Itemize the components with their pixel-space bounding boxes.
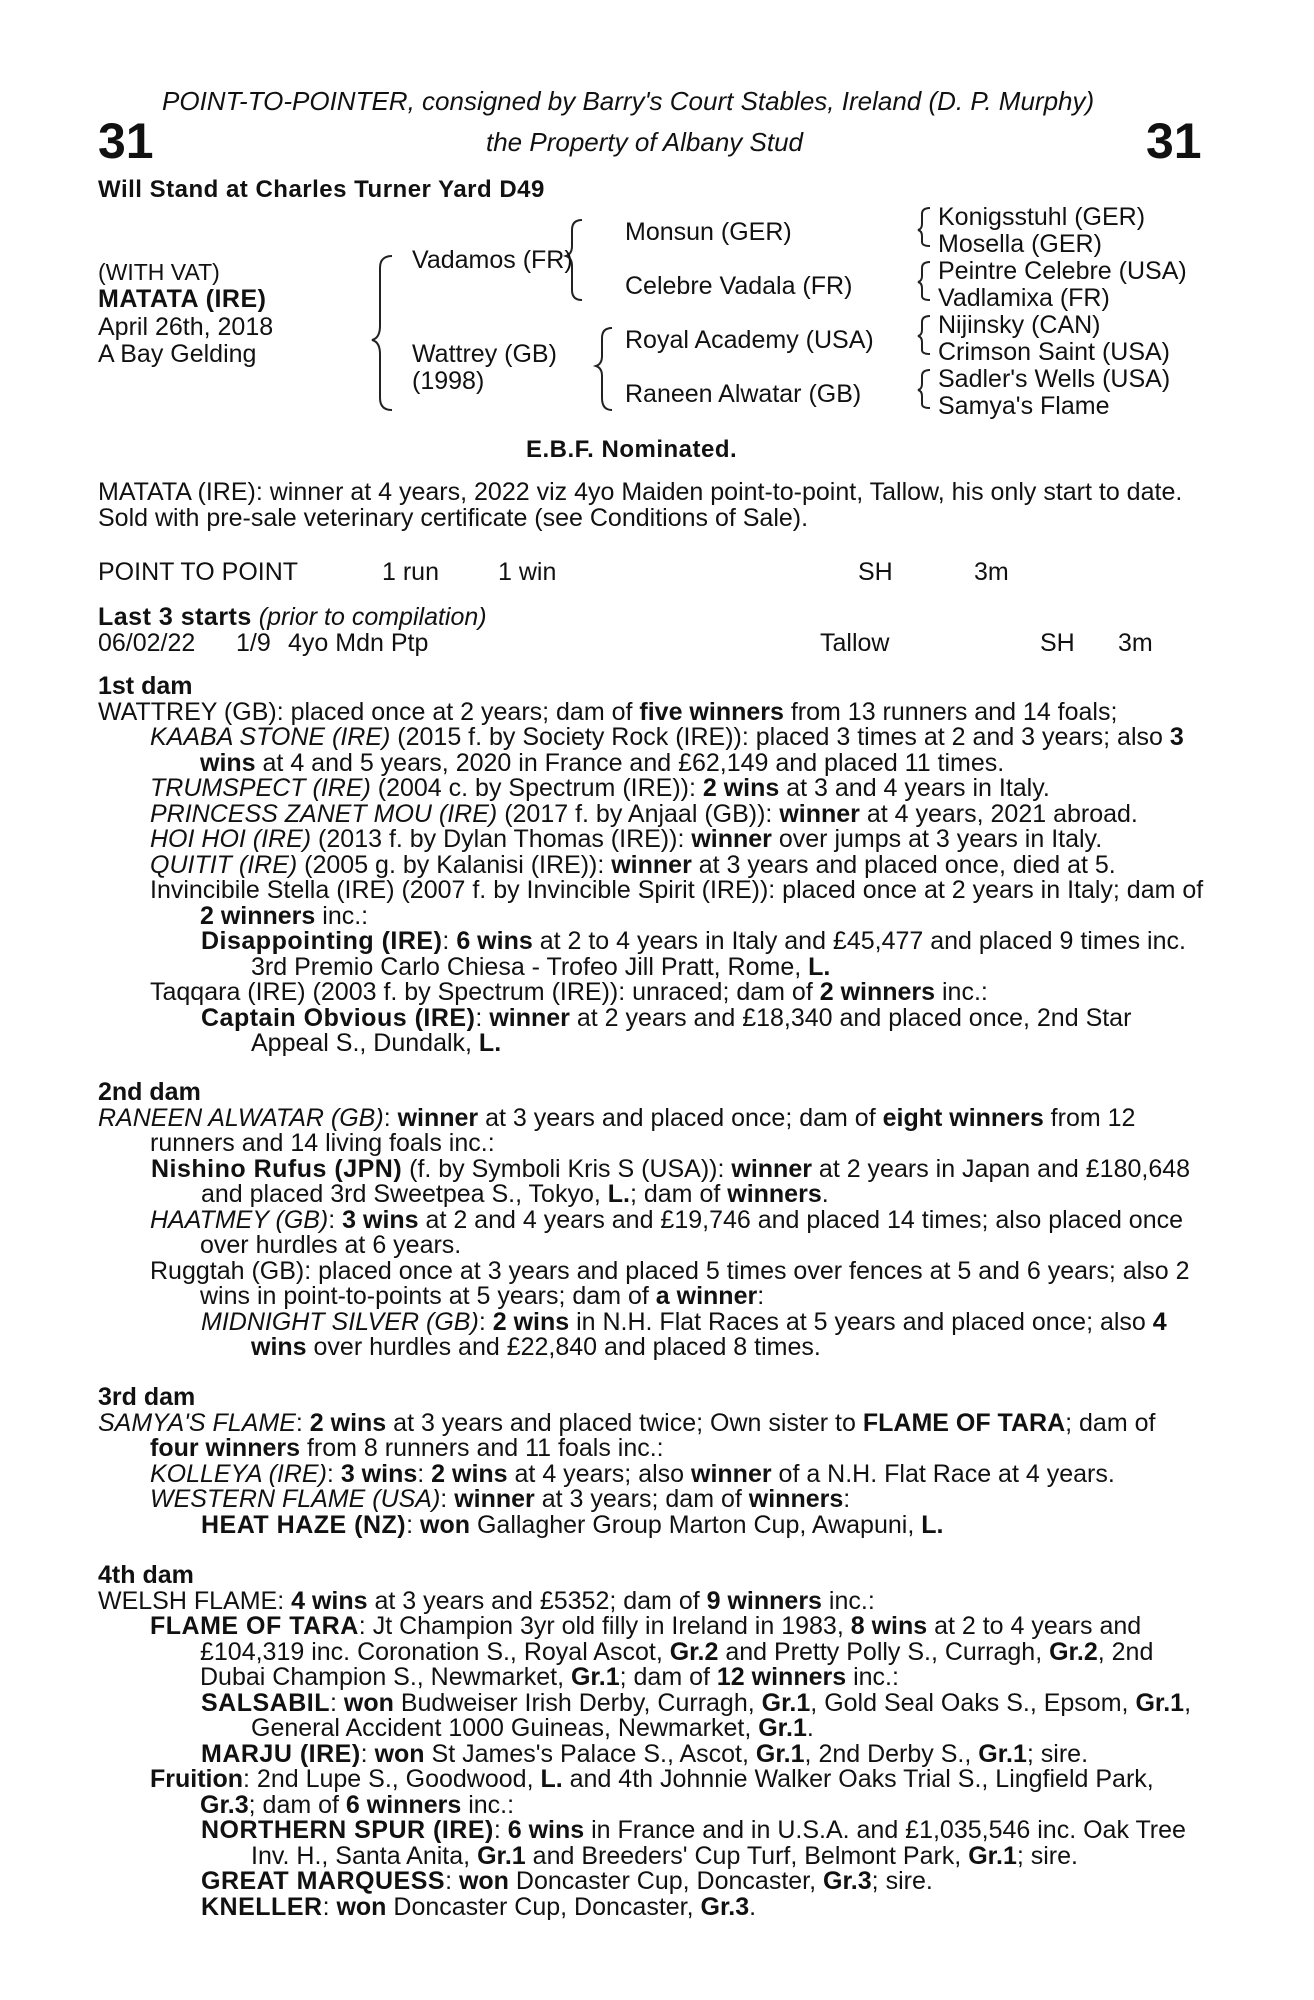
text-run: at 3 years; dam of xyxy=(534,1485,749,1513)
text-run: (2005 g. by Kalanisi (IRE)): xyxy=(297,850,612,879)
horse-description: A Bay Gelding xyxy=(98,340,257,368)
text-run: at 2 to 4 years in Italy and £45,477 and placed 9 times inc. 3rd Premio Carlo Chiesa - Trofeo Jill Pratt, Rome, xyxy=(251,927,1186,981)
text-run: inc.: xyxy=(461,1790,515,1819)
ped-dss: Nijinsky (CAN) xyxy=(938,311,1101,339)
text-run: SALSABIL xyxy=(201,1688,330,1717)
text-run: inc.: xyxy=(846,1663,899,1691)
text-run: (2017 f. by Anjaal (GB)): xyxy=(497,799,780,828)
text-run: 3 wins xyxy=(340,1459,418,1488)
text-run: won xyxy=(343,1688,394,1717)
text-run: 3 wins xyxy=(342,1205,419,1234)
brace-main xyxy=(372,256,392,410)
text-run: Gr.1 xyxy=(758,1714,807,1742)
stand-location: Will Stand at Charles Turner Yard D49 xyxy=(98,176,545,203)
third-dam-section xyxy=(98,1385,1206,1538)
last-start-date: 06/02/22 xyxy=(98,629,196,657)
dam-sire: Royal Academy (USA) xyxy=(625,326,874,354)
text-run: ; dam of xyxy=(619,1663,717,1691)
last-start-code: SH xyxy=(1040,629,1075,657)
text-run: in France and in U.S.A. and £1,035,546 inc. Oak Tree Inv. H., Santa Anita, xyxy=(251,1816,1186,1870)
text-run: 2 wins xyxy=(309,1408,387,1437)
record-wins: 1 win xyxy=(498,558,557,586)
text-run: : xyxy=(475,1003,490,1032)
horse-name: MATATA (IRE) xyxy=(98,285,267,313)
ped-dsd: Crimson Saint (USA) xyxy=(938,338,1170,366)
text-run: : xyxy=(328,1205,343,1234)
sire: Vadamos (FR) xyxy=(412,246,573,274)
ped-ssd: Mosella (GER) xyxy=(938,230,1102,258)
second-dam-heading: 2nd dam xyxy=(98,1078,201,1106)
last-start-position: 1/9 xyxy=(236,629,271,657)
text-run: : Jt Champion 3yr old filly in Ireland in 1983, xyxy=(358,1612,851,1640)
text-run: four winners xyxy=(150,1434,301,1462)
text-run: ; sire. xyxy=(871,1867,933,1895)
text-run: 2 winners xyxy=(819,978,936,1006)
last-starts-note: (prior to compilation) xyxy=(258,603,487,631)
text-run: won xyxy=(336,1892,387,1921)
text-run: at 2 to 4 years and £104,319 inc. Coronation S., Royal Ascot, xyxy=(200,1612,1142,1666)
text-run: St James's Palace S., Ascot, xyxy=(424,1739,756,1768)
text-run: winners xyxy=(727,1180,822,1208)
text-run: PRINCESS ZANET MOU (IRE) xyxy=(150,799,498,828)
text-run: TRUMSPECT (IRE) xyxy=(150,774,371,802)
text-run: L. xyxy=(808,952,831,981)
progeny-nishino-rufus xyxy=(98,1154,1206,1208)
text-run: Gr.2 xyxy=(669,1637,719,1666)
text-run: from 13 runners and 14 foals; xyxy=(783,697,1118,726)
progeny-taqqara xyxy=(98,980,1206,1006)
brace-dam xyxy=(596,328,612,410)
text-run: Gr.3 xyxy=(823,1867,872,1895)
progeny-midnight-silver xyxy=(98,1307,1206,1361)
progeny-haatmey xyxy=(98,1205,1206,1259)
text-run: Gr.2 xyxy=(1049,1637,1098,1666)
text-run: and Pretty Polly S., Curragh, xyxy=(718,1637,1050,1666)
text-run: QUITIT (IRE) xyxy=(150,850,298,879)
text-run: winner xyxy=(691,825,772,853)
text-run: Gr.1 xyxy=(1135,1688,1185,1717)
text-run: , 2nd Dubai Champion S., Newmarket, xyxy=(200,1637,1154,1691)
text-run: 6 wins xyxy=(456,927,533,955)
text-run: KAABA STONE (IRE) xyxy=(150,723,391,751)
text-run: inc.: xyxy=(315,901,369,930)
text-run: , General Accident 1000 Guineas, Newmarket, xyxy=(251,1688,1192,1742)
text-run: 6 wins xyxy=(507,1816,585,1844)
second-dam-para xyxy=(98,1103,1206,1157)
text-run: winner xyxy=(454,1485,535,1513)
text-run: . xyxy=(821,1180,829,1208)
text-run: (f. by Symboli Kris S (USA)): xyxy=(402,1154,732,1183)
text-run: HOI HOI (IRE) xyxy=(150,825,312,853)
brace-ss xyxy=(918,208,930,246)
text-run: won xyxy=(458,1867,509,1895)
text-run: Budweiser Irish Derby, Curragh, xyxy=(393,1688,762,1717)
text-run: winners xyxy=(748,1485,844,1513)
fourth-dam-heading: 4th dam xyxy=(98,1561,194,1589)
text-run: : xyxy=(442,927,457,955)
third-dam-heading: 3rd dam xyxy=(98,1383,196,1411)
text-run: Gr.1 xyxy=(477,1841,526,1870)
record-code: SH xyxy=(858,558,893,586)
text-run: WELSH FLAME: xyxy=(98,1586,292,1615)
race-summary: MATATA (IRE): winner at 4 years, 2022 viz 4yo Maiden point-to-point, Tallow, his only start to date. Sold with pre-sale veterinary certificate (see Conditions of Sale). xyxy=(98,478,1183,532)
text-run: Gallagher Group Marton Cup, Awapuni, xyxy=(470,1510,922,1539)
record-type: POINT TO POINT xyxy=(98,558,299,586)
text-run: Nishino Rufus (JPN) xyxy=(151,1154,403,1183)
text-run: at 3 years and placed once; dam of xyxy=(478,1103,883,1132)
dam-year: (1998) xyxy=(412,367,485,395)
text-run: (2015 f. by Society Rock (IRE)): placed 3 times at 2 and 3 years; also xyxy=(390,723,1170,751)
text-run: inc.: xyxy=(935,978,988,1006)
progeny-trumspect xyxy=(98,776,1206,802)
text-run: FLAME OF TARA xyxy=(862,1408,1066,1437)
progeny-northern-spur xyxy=(98,1818,1206,1869)
text-run: winner xyxy=(397,1103,479,1132)
text-run: won xyxy=(374,1739,425,1768)
text-run: eight winners xyxy=(882,1103,1044,1132)
text-run: Disappointing (IRE) xyxy=(201,927,443,955)
text-run: and Breeders' Cup Turf, Belmont Park, xyxy=(525,1841,969,1870)
text-run: Gr.1 xyxy=(755,1739,805,1768)
progeny-quitit xyxy=(98,850,1206,879)
last-start-course: Tallow xyxy=(820,629,890,657)
last-starts-heading xyxy=(98,603,487,632)
text-run: MARJU (IRE) xyxy=(201,1739,361,1768)
text-run: : xyxy=(478,1307,493,1336)
progeny-kolleya xyxy=(98,1459,1206,1488)
text-run: MIDNIGHT SILVER (GB) xyxy=(201,1307,479,1336)
text-run: winner xyxy=(611,850,692,879)
progeny-kneller xyxy=(98,1892,1206,1921)
fourth-dam-section xyxy=(98,1563,1206,1920)
text-run: : xyxy=(757,1282,765,1310)
first-dam-section xyxy=(98,674,1206,1057)
first-dam-heading: 1st dam xyxy=(98,672,193,700)
text-run: Doncaster Cup, Doncaster, xyxy=(386,1892,701,1921)
progeny-flame-of-tara xyxy=(98,1614,1206,1691)
text-run: 3 wins xyxy=(200,723,1184,777)
text-run: (2004 c. by Spectrum (IRE)): xyxy=(370,774,703,802)
horse-dob: April 26th, 2018 xyxy=(98,313,274,341)
text-run: 8 wins xyxy=(850,1612,928,1640)
dam-dam: Raneen Alwatar (GB) xyxy=(625,380,862,408)
text-run: 2 wins xyxy=(431,1459,508,1488)
ped-dds: Sadler's Wells (USA) xyxy=(938,365,1171,393)
property-line: the Property of Albany Stud xyxy=(486,127,804,157)
lot-number-left: 31 xyxy=(98,113,154,169)
text-run: at 2 and 4 years and £19,746 and placed 14 times; also placed once over hurdles at 6 years. xyxy=(200,1205,1184,1259)
text-run: Gr.3 xyxy=(200,1790,249,1819)
text-run: KOLLEYA (IRE) xyxy=(150,1459,327,1488)
fourth-dam-para xyxy=(98,1586,1206,1615)
text-run: , 2nd Derby S., xyxy=(804,1739,979,1768)
text-run: Captain Obvious (IRE) xyxy=(201,1003,476,1032)
text-run: : xyxy=(326,1459,341,1488)
text-run: 6 winners xyxy=(345,1790,462,1819)
ped-sss: Konigsstuhl (GER) xyxy=(938,203,1146,231)
text-run: GREAT MARQUESS xyxy=(201,1867,446,1895)
text-run: Gr.1 xyxy=(570,1663,620,1691)
record-distance: 3m xyxy=(974,558,1009,586)
text-run: 4 wins xyxy=(251,1307,1167,1361)
text-run: : xyxy=(493,1816,508,1844)
progeny-ruggtah xyxy=(98,1256,1206,1310)
text-run: : xyxy=(295,1408,310,1437)
text-run: L. xyxy=(921,1510,944,1539)
text-run: : xyxy=(843,1485,851,1513)
text-run: at 4 and 5 years, 2020 in France and £62,149 and placed 11 times. xyxy=(255,748,1005,777)
text-run: RANEEN ALWATAR (GB) xyxy=(98,1103,384,1132)
text-run: at 3 years and placed twice; Own sister to xyxy=(386,1408,863,1437)
sire-dam: Celebre Vadala (FR) xyxy=(625,272,853,300)
text-run: of a N.H. Flat Race at 4 years. xyxy=(771,1459,1115,1488)
text-run: . xyxy=(749,1892,757,1921)
text-run: Ruggtah (GB): placed once at 3 years and placed 5 times over fences at 5 and 6 years; also 2 wins in point-to-points at 5 years; dam of xyxy=(150,1256,1190,1310)
text-run: ; dam of xyxy=(1065,1408,1156,1437)
text-run: at 2 years and £18,340 and placed once, 2nd Star Appeal S., Dundalk, xyxy=(251,1003,1132,1057)
last-start-distance: 3m xyxy=(1118,629,1153,657)
progeny-disappointing xyxy=(98,929,1206,980)
text-run: 12 winners xyxy=(716,1663,847,1691)
first-dam-para xyxy=(98,697,1206,726)
text-run: a winner xyxy=(655,1282,758,1310)
text-run: Taqqara (IRE) (2003 f. by Spectrum (IRE)): unraced; dam of xyxy=(150,978,820,1006)
lot-number-right: 31 xyxy=(1146,113,1202,169)
text-run: : xyxy=(360,1739,375,1768)
text-run: (2013 f. by Dylan Thomas (IRE)): xyxy=(311,825,692,853)
brace-dd xyxy=(918,370,930,408)
text-run: Gr.1 xyxy=(978,1739,1027,1768)
text-run: in N.H. Flat Races at 5 years and placed once; also xyxy=(569,1307,1153,1336)
progeny-invincibile-stella xyxy=(98,878,1206,929)
text-run: L. xyxy=(607,1180,630,1208)
ped-sds: Peintre Celebre (USA) xyxy=(938,257,1187,285)
text-run: won xyxy=(420,1510,471,1539)
text-run: Gr.3 xyxy=(700,1892,750,1921)
text-run: 2 winners xyxy=(200,901,316,930)
text-run: L. xyxy=(478,1029,502,1057)
text-run: : xyxy=(417,1459,432,1488)
text-run: . xyxy=(806,1714,814,1742)
text-run: at 4 years, 2021 abroad. xyxy=(859,799,1138,828)
ped-ddd: Samya's Flame xyxy=(938,392,1110,420)
text-run: Invincibile Stella (IRE) (2007 f. by Invincible Spirit (IRE)): placed once at 2 years in Italy; dam of xyxy=(150,876,1204,904)
text-run: HEAT HAZE (NZ) xyxy=(201,1510,407,1539)
progeny-western-flame xyxy=(98,1487,1206,1513)
text-run: KNELLER xyxy=(201,1892,323,1921)
text-run: , Gold Seal Oaks S., Epsom, xyxy=(810,1688,1136,1717)
text-run: at 3 and 4 years in Italy. xyxy=(779,774,1050,802)
text-run: Doncaster Cup, Doncaster, xyxy=(508,1867,824,1895)
text-run: and 4th Johnnie Walker Oaks Trial S., Lingfield Park, xyxy=(562,1765,1154,1793)
text-run: : xyxy=(445,1867,459,1895)
last-starts-title: Last 3 starts xyxy=(98,603,252,631)
text-run: from 8 runners and 11 foals inc.: xyxy=(300,1434,664,1462)
progeny-great-marquess xyxy=(98,1869,1206,1895)
text-run: at 3 years and £5352; dam of xyxy=(367,1586,707,1615)
text-run: winner xyxy=(691,1459,772,1488)
text-run: L. xyxy=(540,1765,563,1793)
progeny-princess-zanet-mou xyxy=(98,799,1206,828)
text-run: Gr.1 xyxy=(968,1841,1017,1870)
sire-sire: Monsun (GER) xyxy=(625,218,792,246)
text-run: ; dam of xyxy=(629,1180,728,1208)
text-run: Gr.1 xyxy=(761,1688,811,1717)
text-run: 4 wins xyxy=(291,1586,368,1615)
text-run: winner xyxy=(731,1154,812,1183)
text-run: : xyxy=(406,1510,421,1539)
second-dam-section xyxy=(98,1080,1206,1361)
text-run: : xyxy=(440,1485,455,1513)
dam: Wattrey (GB) xyxy=(412,340,557,368)
progeny-fruition xyxy=(98,1767,1206,1818)
text-run: ; sire. xyxy=(1016,1841,1078,1870)
text-run: ; sire. xyxy=(1026,1739,1089,1768)
text-run: WESTERN FLAME (USA) xyxy=(150,1485,441,1513)
text-run: inc.: xyxy=(821,1586,875,1615)
text-run: 2 wins xyxy=(492,1307,570,1336)
brace-ds xyxy=(918,316,930,354)
progeny-salsabil xyxy=(98,1688,1206,1742)
text-run: winner xyxy=(489,1003,570,1032)
record-runs: 1 run xyxy=(382,558,439,586)
text-run: HAATMEY (GB) xyxy=(150,1205,329,1234)
text-run: over hurdles and £22,840 and placed 8 times. xyxy=(306,1333,821,1361)
text-run: SAMYA'S FLAME xyxy=(98,1408,296,1437)
consignor-line: POINT-TO-POINTER, consigned by Barry's Court Stables, Ireland (D. P. Murphy) xyxy=(162,86,1095,116)
third-dam-para xyxy=(98,1408,1206,1462)
text-run: : xyxy=(322,1892,337,1921)
text-run: from 12 runners and 14 living foals inc.: xyxy=(150,1103,1136,1157)
progeny-captain-obvious xyxy=(98,1003,1206,1057)
text-run: over jumps at 3 years in Italy. xyxy=(771,825,1103,853)
text-run: FLAME OF TARA xyxy=(150,1612,359,1640)
last-start-race: 4yo Mdn Ptp xyxy=(288,629,429,657)
text-run: : xyxy=(383,1103,398,1132)
text-run: five winners xyxy=(639,697,784,726)
text-run: 9 winners xyxy=(706,1586,822,1615)
text-run: ; dam of xyxy=(248,1790,346,1819)
ped-sdd: Vadlamixa (FR) xyxy=(938,284,1110,312)
text-run: at 4 years; also xyxy=(507,1459,692,1488)
text-run: : 2nd Lupe S., Goodwood, xyxy=(243,1765,541,1793)
text-run: winner xyxy=(779,799,860,828)
text-run: NORTHERN SPUR (IRE) xyxy=(201,1816,494,1844)
text-run: WATTREY (GB): placed once at 2 years; dam of xyxy=(98,697,640,726)
progeny-hoi-hoi xyxy=(98,827,1206,853)
brace-sd xyxy=(918,262,930,300)
vat-note: (WITH VAT) xyxy=(98,259,220,285)
progeny-marju xyxy=(98,1739,1206,1768)
progeny-heat-haze xyxy=(98,1510,1206,1539)
progeny-kaaba-stone xyxy=(98,725,1206,776)
text-run: at 3 years and placed once, died at 5. xyxy=(691,850,1116,879)
text-run: at 2 years in Japan and £180,648 and placed 3rd Sweetpea S., Tokyo, xyxy=(201,1154,1191,1208)
ebf-nominated: E.B.F. Nominated. xyxy=(526,436,738,463)
text-run: Fruition xyxy=(150,1765,244,1793)
text-run: : xyxy=(330,1688,344,1717)
text-run: 2 wins xyxy=(702,774,780,802)
